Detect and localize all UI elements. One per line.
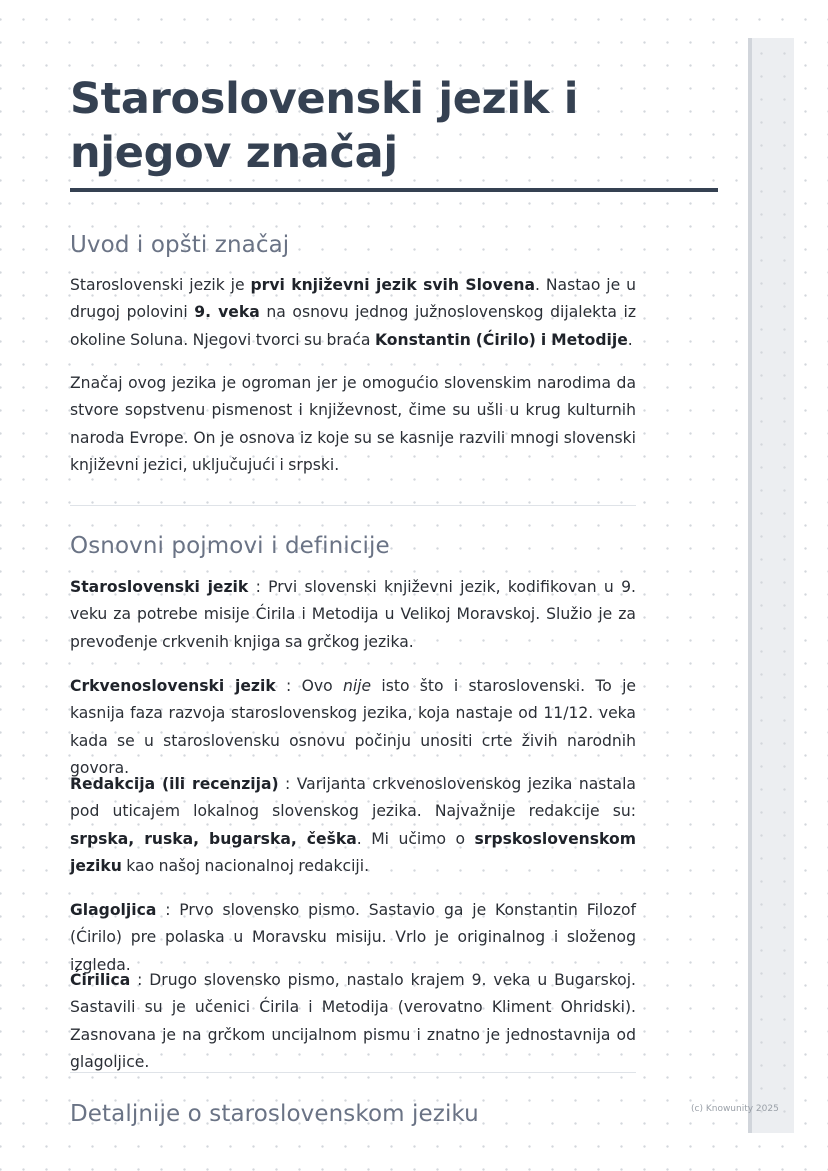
title-divider: [70, 188, 718, 192]
section-heading-detail: Detaljnije o staroslovenskom jeziku: [70, 1101, 479, 1127]
page-title: Staroslovenski jezik i njegov značaj: [70, 74, 579, 178]
definition-staroslovenski: Staroslovenski jezik : Prvi slovenski književni jezik, kodifikovan u 9. veku za potrebe misije Ćirila i Metodija u Velikoj Moravskoj. Služio je za prevođenje crkvenih knjiga sa grčkog jezika.: [70, 578, 636, 651]
intro-paragraph-1: Staroslovenski jezik je prvi književni jezik svih Slovena. Nastao je u drugoj polovini 9. veka na osnovu jednog južnoslovenskog dijalekta iz okoline Soluna. Njegovi tvorci su braća Konstantin (Ćirilo) i Metodije.: [70, 276, 637, 349]
section-heading-terms: Osnovni pojmovi i definicije: [70, 533, 390, 559]
footer-copyright: (c) Knowunity 2025: [691, 1104, 779, 1114]
definition-crkvenoslovenski: Crkvenoslovenski jezik : Ovo nije isto što i staroslovenski. To je kasnija faza razvoja staroslovenskog jezika, koja nastaje od 11/12. veka kada se u staroslovensku osnovu počinju unositi crte živih narodnih govora.: [70, 677, 637, 777]
definition-redakcija: Redakcija (ili recenzija) : Varijanta crkvenoslovenskog jezika nastala pod uticajem lokalnog slovenskog jezika. Najvažnije redakcije su: srpska, ruska, bugarska, češka. Mi učimo o srpskoslovenskom jeziku kao našoj nacionalnoj redakciji.: [70, 775, 636, 875]
definition-glagoljica: Glagoljica : Prvo slovensko pismo. Sastavio ga je Konstantin Filozof (Ćirilo) pre polaska u Moravsku misiju. Vrlo je originalnog i složenog izgleda.: [70, 901, 636, 974]
section-divider: [70, 1072, 636, 1073]
intro-paragraph-2: Značaj ovog jezika je ogroman jer je omogućio slovenskim narodima da stvore sopstvenu pismenost i književnost, čime su ušli u krug kulturnih naroda Evrope. On je osnova iz koje su se kasnije razvili mnogi slovenski književni jezici, uključujući i srpski.: [70, 374, 636, 474]
section-heading-intro: Uvod i opšti značaj: [70, 232, 290, 258]
definition-cirilica: Ćirilica : Drugo slovensko pismo, nastalo krajem 9. veka u Bugarskoj. Sastavili su je učenici Ćirila i Metodija (verovatno Kliment Ohridski). Zasnovana je na grčkom uncijalnom pismu i znatno je jednostavnija od glagoljice.: [70, 971, 636, 1071]
section-divider: [70, 505, 636, 506]
page-margin-strip: [748, 38, 794, 1133]
